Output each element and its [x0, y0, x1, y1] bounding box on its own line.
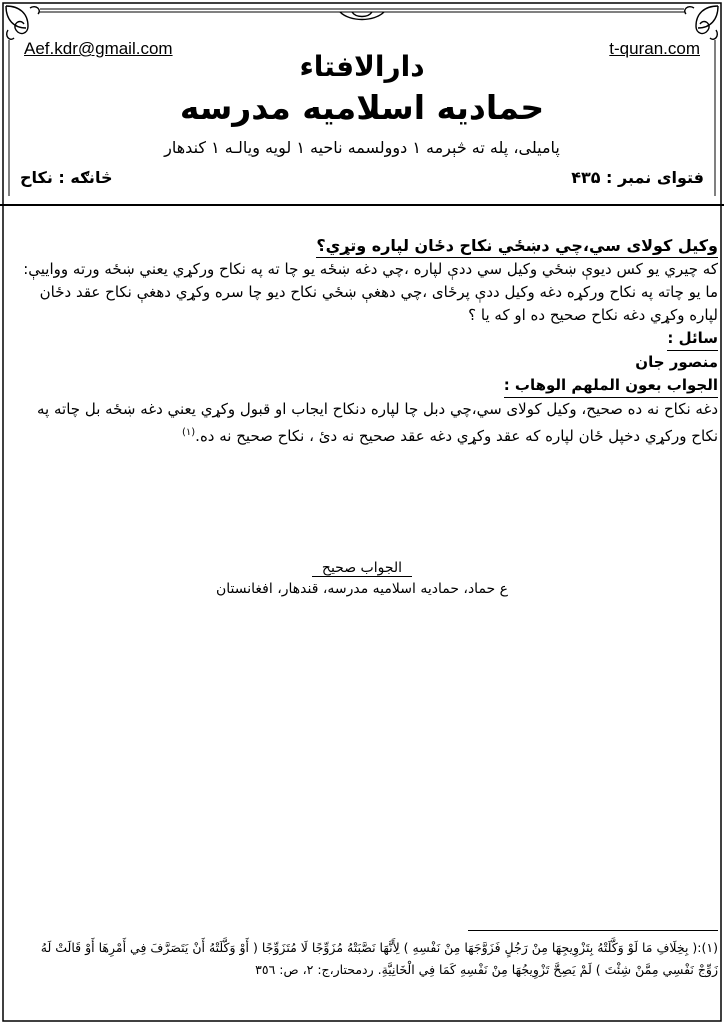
- top-center-ornament: [340, 12, 384, 20]
- footnote: [6, 937, 718, 981]
- dar-al-ifta-title: دارالافتاء: [299, 50, 425, 83]
- question-line-3: لپاره وکړي دغه نکاح صحيح ده او که يا ؟: [468, 306, 718, 324]
- question-title: وکیل کولای سي،چي دښځي نکاح دځان لپاره وتړي؟: [316, 234, 718, 258]
- header-website[interactable]: t-quran.com: [609, 39, 700, 58]
- footnote-line-1: (١):( بِخِلَافِ مَا لَوْ وَكَّلَتْهُ بِتَزْوِيجِهَا مِنْ رَجُلٍ فَزَوَّجَهَا مِنْ نَفْسِهِ ) لِأَنَّهَا نَصَّبَتْهُ مُزَوِّجًا لَا مُتَزَوِّجًا ( أَوْ وَكَّلَتْهُ أَنْ يَتَصَرَّفَ فِي أَمْرِهَا أَوْ قَالَتْ لَهُ: [40, 940, 718, 955]
- madrasa-title: حمادیه اسلامیه مدرسه: [179, 88, 545, 127]
- corner-ornament-top-right: [685, 6, 718, 39]
- header-email[interactable]: Aef.kdr@gmail.com: [24, 39, 173, 58]
- corner-ornament-top-left: [6, 6, 39, 39]
- answer-label: الجواب بعون الملهم الوهاب :: [504, 374, 718, 398]
- signature-block: [0, 560, 724, 597]
- asker-name: منصور جان: [635, 353, 718, 371]
- answer-line-1: دغه نکاح نه ده صحيح، وکيل کولای سي،چي دبل چا لپاره دنکاح ايجاب او قبول وکړي يعني دغه ښځه بل چاته په: [37, 400, 718, 418]
- answer-line-2: نکاح ورکړي دخپل ځان لپاره که عقد وکړي دغه عقد صحيح نه دئ ، نکاح صحيح نه ده.: [195, 427, 718, 445]
- header-divider: [0, 204, 724, 206]
- question-line-1: که چيري يو کس ديوې ښځي وکيل سي ددې لپاره ،چي دغه ښځه يو چا ته په نکاح ورکړي يعني ښځه ورته وواييې:: [23, 260, 718, 278]
- question-line-2: ما يو چاته په نکاح ورکړه دغه وکيل ددې پرځای ،چي دهغې ښځي نکاح ديو چا سره وکړي دهغې نکاح عقد دځان: [39, 283, 718, 301]
- fatwa-number: فتوای نمبر : ۴۳۵: [571, 168, 704, 187]
- signature-name: ع حماد، حماديه اسلاميه مدرسه، قندهار، افغانستان: [216, 581, 508, 597]
- fatwa-section: څانګه : نکاح: [20, 168, 113, 187]
- signature-verified: الجواب صحيح: [312, 560, 412, 577]
- footnote-divider: [468, 930, 718, 931]
- footnote-line-2: زَوِّجْ نَفْسِي مِمَّنْ شِئْتَ ) لَمْ يَصِحَّ تَزْوِيجُهَا مِنْ نَفْسِهِ كَمَا فِي الْخَانِيَّةِ. ردمحتار،ج: ٢، ص: ٣٥٦: [255, 962, 718, 977]
- fatwa-body: [6, 234, 718, 448]
- madrasa-address: پاميلی، پله ته څېرمه ١ دوولسمه ناحيه ١ لويه ويالـه ١ کندهار: [164, 138, 560, 157]
- asker-label: سائل :: [667, 327, 718, 351]
- footnote-reference: (١): [181, 427, 196, 438]
- answer-line-2-wrap: [6, 421, 718, 448]
